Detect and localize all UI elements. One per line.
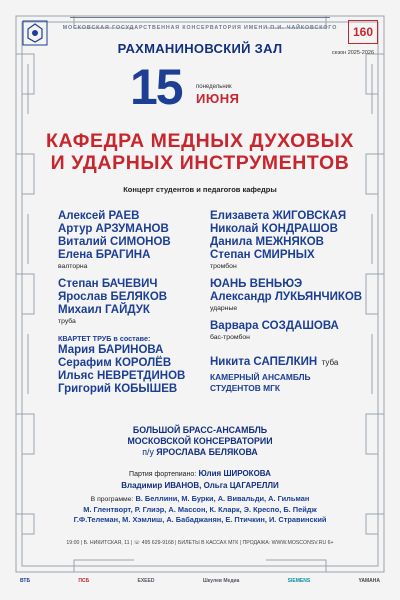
performer-name: Алексей РАЕВ [58,210,140,222]
concert-weekday: понедельник [196,84,232,90]
performer-name: Серафим КОРОЛЁВ [58,357,172,369]
concert-day: 15 [130,59,182,115]
performer-name: Елизавета ЖИГОВСКАЯ [210,210,347,222]
sponsor-logo: EXEED [137,578,155,584]
conductor-name: ЯРОСЛАВА БЕЛЯКОВА [156,447,258,457]
program-line-2: М. Глентворт, Р. Глиэр, А. Массон, К. Кларк, Э. Креспо, Б. Пейдж [83,505,317,514]
performer-name: Степан БАЧЕВИЧ [58,278,158,290]
season-label: сезон 2025-2026 [331,50,374,56]
performer-name: Ильяс НЕВРЕТДИНОВ [58,370,186,382]
performer-name: Николай КОНДРАШОВ [210,223,338,235]
program-prefix: В программе: [90,496,134,503]
left-group-horn [58,210,208,272]
performer-name: Данила МЕЖНЯКОВ [210,236,324,248]
header-divider [70,17,330,18]
performer-name: Григорий КОБЫШЕВ [58,383,178,395]
quartet-heading: КВАРТЕТ ТРУБ в составе: [58,334,151,343]
performer-name: Александр ЛУКЬЯНЧИКОВ [210,291,363,303]
title-line-2: И УДАРНЫХ ИНСТРУМЕНТОВ [50,152,350,174]
pianists-line-2: Владимир ИВАНОВ, Ольга ЦАГАРЕЛЛИ [121,481,279,490]
subtitle: Концерт студентов и педагогов кафедры [123,185,277,194]
instrument-label: труба [58,318,76,325]
performer-name: Елена БРАГИНА [58,249,151,261]
left-group-trumpet [58,278,208,327]
piano-label: Партия фортепиано: [129,471,197,478]
instrument-label: валторна [58,263,88,270]
title-line-1: КАФЕДРА МЕДНЫХ ДУХОВЫХ [46,130,354,152]
right-group-bass-trombone [210,320,370,343]
ensemble-line-2: СТУДЕНТОВ МГК [210,383,280,393]
hall-name: РАХМАНИНОВСКИЙ ЗАЛ [117,41,283,56]
piano-section [0,468,400,491]
sponsor-logo: YAMAHA [358,578,380,584]
concert-month: ИЮНЯ [196,91,240,106]
anniversary-number: 160 [352,25,374,39]
performer-name: Варвара СОЗДАШОВА [210,320,339,332]
organization-name: МОСКОВСКАЯ ГОСУДАРСТВЕННАЯ КОНСЕРВАТОРИЯ ИМЕНИ П.И. ЧАЙКОВСКОГО [62,25,338,31]
instrument-label: бас-тромбон [210,334,250,341]
brass-line-1: БОЛЬШОЙ БРАСС-АНСАМБЛЬ [132,425,268,435]
right-group-trombone [210,210,370,272]
ensemble-line-1: КАМЕРНЫЙ АНСАМБЛЬ [210,372,311,382]
performer-name: Ярослав БЕЛЯКОВ [58,291,168,303]
footer-info: 19:00 | Б. НИКИТСКАЯ, 11 | ☏ 495 629-9168 | БИЛЕТЫ В КАССАХ МГК | ПРОДАЖА: WWW.MOSCONSV.RU 6+ [66,540,334,546]
program-line-3: Г.Ф.Телеман, М. Хэмлиш, А. Бабаджанян, Е. Птичкин, И. Стравинский [73,515,327,524]
right-group-tuba [210,352,370,370]
right-group-percussion [210,278,380,314]
performer-name: Степан СМИРНЫХ [210,249,315,261]
trumpet-quartet [58,334,208,396]
performer-name: Никита САПЕЛКИН [210,356,318,368]
instrument-label: тромбон [210,263,237,270]
instrument-label: туба [321,358,339,367]
chamber-ensemble [210,372,370,394]
program-section [0,494,400,525]
sponsor-logo: ПСБ [78,578,90,584]
performer-name: Артур АРЗУМАНОВ [58,223,169,235]
sponsor-logo: ВТБ [20,578,31,584]
sponsor-logo: SIEMENS [287,578,311,584]
program-line-1: В. Беллини, М. Бурки, А. Вивальди, А. Гильман [135,494,310,503]
pianist-name: Юлия ШИРОКОВА [198,469,271,478]
brass-line-2: МОСКОВСКОЙ КОНСЕРВАТОРИИ [127,436,273,446]
brass-ensemble [0,425,400,458]
performer-name: Виталий СИМОНОВ [58,236,171,248]
performer-name: ЮАНЬ ВЕНЬЮЭ [210,278,303,290]
conductor-prefix: п/у [142,447,154,457]
performer-name: Михаил ГАЙДУК [58,304,150,316]
instrument-label: ударные [210,305,238,312]
performer-name: Мария БАРИНОВА [58,344,164,356]
sponsor-logo: Шкулев Медиа [202,578,240,584]
sponsor-logos [20,574,380,588]
